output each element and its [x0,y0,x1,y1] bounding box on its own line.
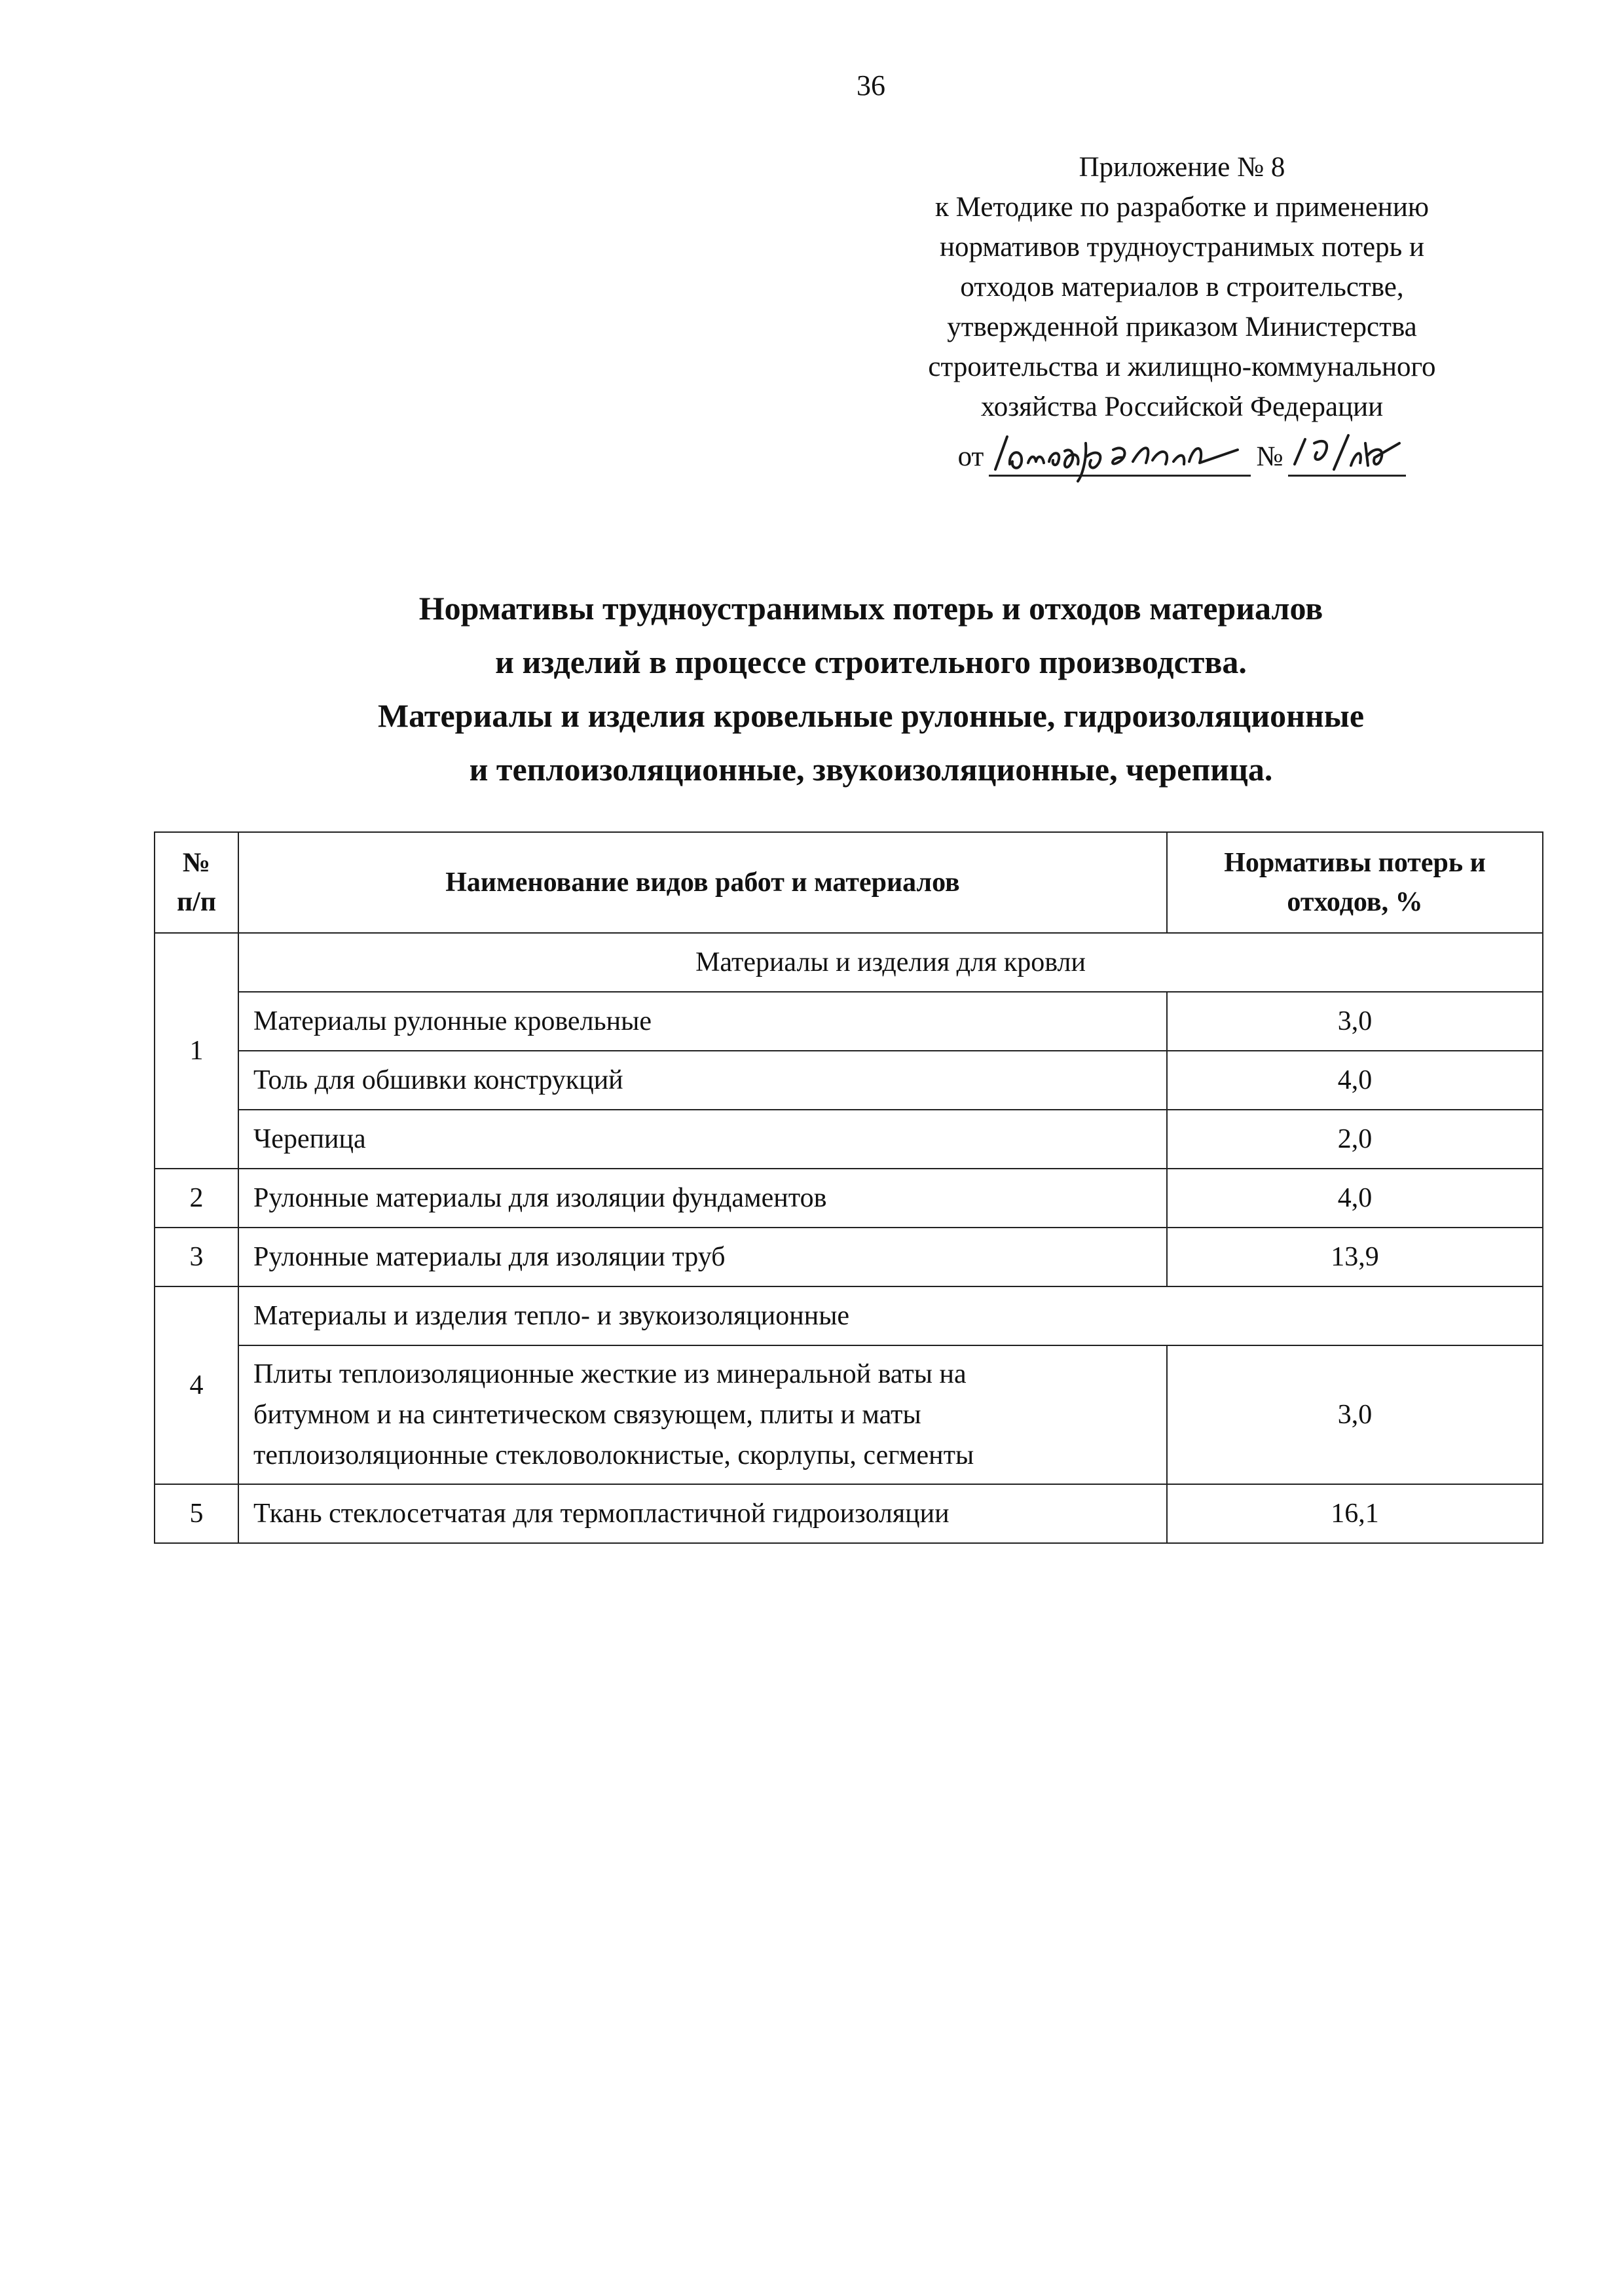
norm-value: 4,0 [1167,1169,1543,1228]
header-number-line2: п/п [176,887,217,917]
group-heading: Материалы и изделия для кровли [238,933,1543,992]
row-number: 4 [155,1286,238,1484]
header-norm-line2: отходов, % [1287,887,1423,917]
appendix-line: хозяйства Российской Федерации [980,392,1384,422]
norm-value: 4,0 [1167,1051,1543,1110]
table-row [155,933,1543,992]
material-name: Черепица [238,1110,1167,1169]
handwritten-date-signature [989,424,1251,483]
appendix-line: нормативов трудноустранимых потерь и [940,232,1424,263]
title-line: и изделий в процессе строительного производства. [495,644,1247,680]
table-row [155,1345,1543,1484]
material-name-line: теплоизоляционные стекловолокнистые, скорлупы, сегменты [253,1440,974,1470]
table-header-row [155,832,1543,933]
table-row [155,1286,1543,1345]
appendix-line: утвержденной приказом Министерства [947,312,1417,342]
table-row [155,1169,1543,1228]
order-date-number-line [877,427,1486,477]
row-number: 3 [155,1228,238,1286]
handwritten-date [989,435,1251,477]
handwritten-number [1288,435,1406,477]
handwritten-number-signature [1288,424,1406,483]
title-line: Материалы и изделия кровельные рулонные, гидроизоляционные [377,697,1365,734]
material-name: Ткань стеклосетчатая для термопластичной гидроизоляции [238,1484,1167,1543]
table-row [155,1110,1543,1169]
appendix-line: к Методике по разработке и применению [935,192,1429,223]
norm-value: 3,0 [1167,992,1543,1051]
row-number: 5 [155,1484,238,1543]
norm-value: 16,1 [1167,1484,1543,1543]
row-number: 2 [155,1169,238,1228]
norm-value: 13,9 [1167,1228,1543,1286]
appendix-block [877,147,1486,477]
material-name: Рулонные материалы для изоляции труб [238,1228,1167,1286]
header-norm [1167,832,1543,933]
table-row [155,1228,1543,1286]
appendix-line: строительства и жилищно-коммунального [928,352,1436,382]
material-name: Рулонные материалы для изоляции фундаментов [238,1169,1167,1228]
appendix-line: Приложение № 8 [1079,152,1285,183]
title-line: Нормативы трудноустранимых потерь и отходов материалов [418,590,1323,627]
material-name-multiline [238,1345,1167,1484]
header-number-line1: № [182,848,211,878]
norms-table [154,831,1543,1544]
header-norm-line1: Нормативы потерь и [1224,848,1486,878]
appendix-line: отходов материалов в строительстве, [960,272,1404,302]
material-name: Толь для обшивки конструкций [238,1051,1167,1110]
table-row [155,1484,1543,1543]
date-prefix: от [957,441,984,472]
material-name: Материалы рулонные кровельные [238,992,1167,1051]
group-heading: Материалы и изделия тепло- и звукоизоляционные [238,1286,1543,1345]
header-number [155,832,238,933]
norm-value: 2,0 [1167,1110,1543,1169]
title-line: и теплоизоляционные, звукоизоляционные, черепица. [469,751,1273,788]
header-name: Наименование видов работ и материалов [238,832,1167,933]
norm-value: 3,0 [1167,1345,1543,1484]
table-row [155,992,1543,1051]
number-sign: № [1256,441,1283,472]
document-title [138,581,1604,796]
table-row [155,1051,1543,1110]
page-number: 36 [857,69,885,101]
material-name-line: битумном и на синтетическом связующем, плиты и маты [253,1400,921,1430]
material-name-line: Плиты теплоизоляционные жесткие из минеральной ваты на [253,1359,967,1389]
row-number: 1 [155,933,238,1169]
